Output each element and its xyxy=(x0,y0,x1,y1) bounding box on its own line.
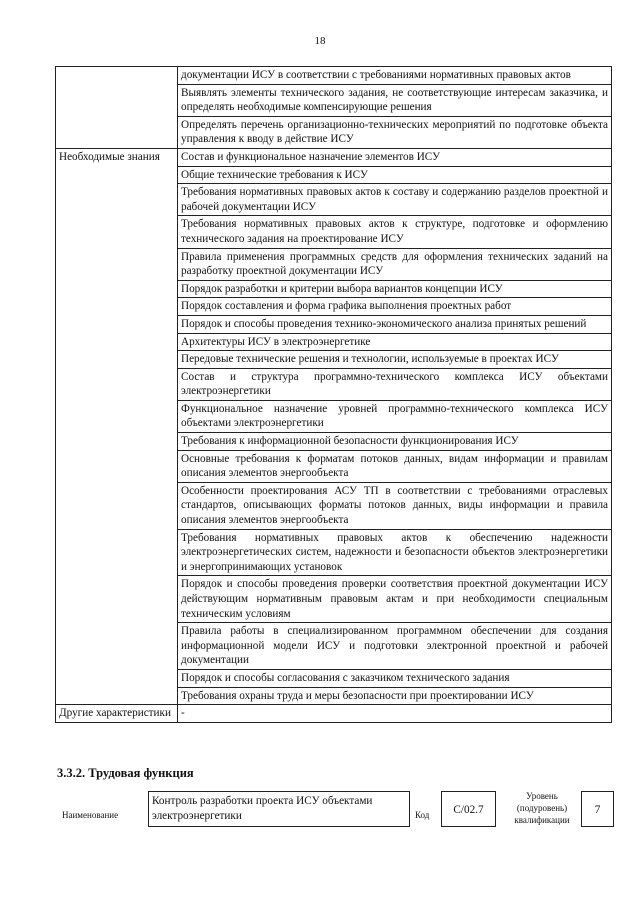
labor-function-block xyxy=(57,791,617,849)
row-desc: Архитектуры ИСУ в электроэнергетике xyxy=(178,333,612,351)
row-desc: Порядок разработки и критерии выбора вариантов концепции ИСУ xyxy=(178,280,612,298)
row-desc: Требования к информационной безопасности функционирования ИСУ xyxy=(178,433,612,451)
row-desc: Правила применения программных средств для оформления технических заданий на разработку проектной документации ИСУ xyxy=(178,248,612,280)
table-row xyxy=(56,148,612,166)
function-name-value: Контроль разработки проекта ИСУ объектами электроэнергетики xyxy=(148,791,410,827)
section-title: 3.3.2. Трудовая функция xyxy=(57,766,194,780)
row-desc: Требования нормативных правовых актов к обеспечению надежности электроэнергетических систем, надежности и безопасности объектов электроэнергетики и энергопринимающих установок xyxy=(178,529,612,576)
row-desc: Порядок и способы проведения технико-экономического анализа принятых решений xyxy=(178,315,612,333)
row-desc: Порядок и способы проведения проверки соответствия проектной документации ИСУ действующим нормативным правовым актам и при необходимости специальным техническим условиям xyxy=(178,576,612,623)
qualification-level-value: 7 xyxy=(581,791,614,827)
qualification-level-label: Уровень (подуровень) квалификации xyxy=(514,791,570,825)
row-desc: Состав и функциональное назначение элементов ИСУ xyxy=(178,148,612,166)
row-desc: Основные требования к форматам потоков данных, видам информации и правилам описания элементов энергообъекта xyxy=(178,450,612,482)
table-row xyxy=(56,67,612,85)
row-desc: Состав и структура программно-технического комплекса ИСУ объектами электроэнергетики xyxy=(178,368,612,400)
row-desc: Требования нормативных правовых актов к составу и содержанию разделов проектной и рабочей документации ИСУ xyxy=(178,184,612,216)
row-desc: Общие технические требования к ИСУ xyxy=(178,166,612,184)
page-number: 18 xyxy=(314,35,326,47)
knowledge-table xyxy=(55,66,612,723)
row-desc: Требования охраны труда и меры безопасности при проектировании ИСУ xyxy=(178,687,612,705)
row-desc: Определять перечень организационно-технических мероприятий по подготовке объекта управления к вводу в действие ИСУ xyxy=(178,116,612,148)
row-desc: Порядок составления и форма графика выполнения проектных работ xyxy=(178,298,612,316)
knowledge-label: Необходимые знания xyxy=(56,148,178,704)
function-name-label: Наименование xyxy=(62,810,119,820)
function-code-value: С/02.7 xyxy=(441,791,496,827)
row-desc: Требования нормативных правовых актов к структуре, подготовке и оформлению технического задания на проектирование ИСУ xyxy=(178,216,612,248)
row-label-cell xyxy=(56,67,178,149)
row-desc: документации ИСУ в соответствии с требованиями нормативных правовых актов xyxy=(178,67,612,85)
row-desc: Порядок и способы согласования с заказчиком технического задания xyxy=(178,669,612,687)
row-desc: Передовые технические решения и технологии, используемые в проектах ИСУ xyxy=(178,351,612,369)
function-code-label: Код xyxy=(415,810,430,820)
row-desc: Выявлять элементы технического задания, не соответствующие интересам заказчика, и определять необходимые компенсирующие решения xyxy=(178,84,612,116)
table-row xyxy=(56,705,612,723)
row-desc: Правила работы в специализированном программном обеспечении для создания информационной модели ИСУ и подготовки электронной проектной и рабочей документации xyxy=(178,623,612,670)
other-characteristics-value: - xyxy=(178,705,612,723)
row-desc: Функциональное назначение уровней программно-технического комплекса ИСУ объектами электроэнергетики xyxy=(178,400,612,432)
other-characteristics-label: Другие характеристики xyxy=(56,705,178,723)
row-desc: Особенности проектирования АСУ ТП в соответствии с требованиями отраслевых стандартов, описывающих форматы потоков данных, виды информации и правила описания элементов энергообъекта xyxy=(178,482,612,529)
